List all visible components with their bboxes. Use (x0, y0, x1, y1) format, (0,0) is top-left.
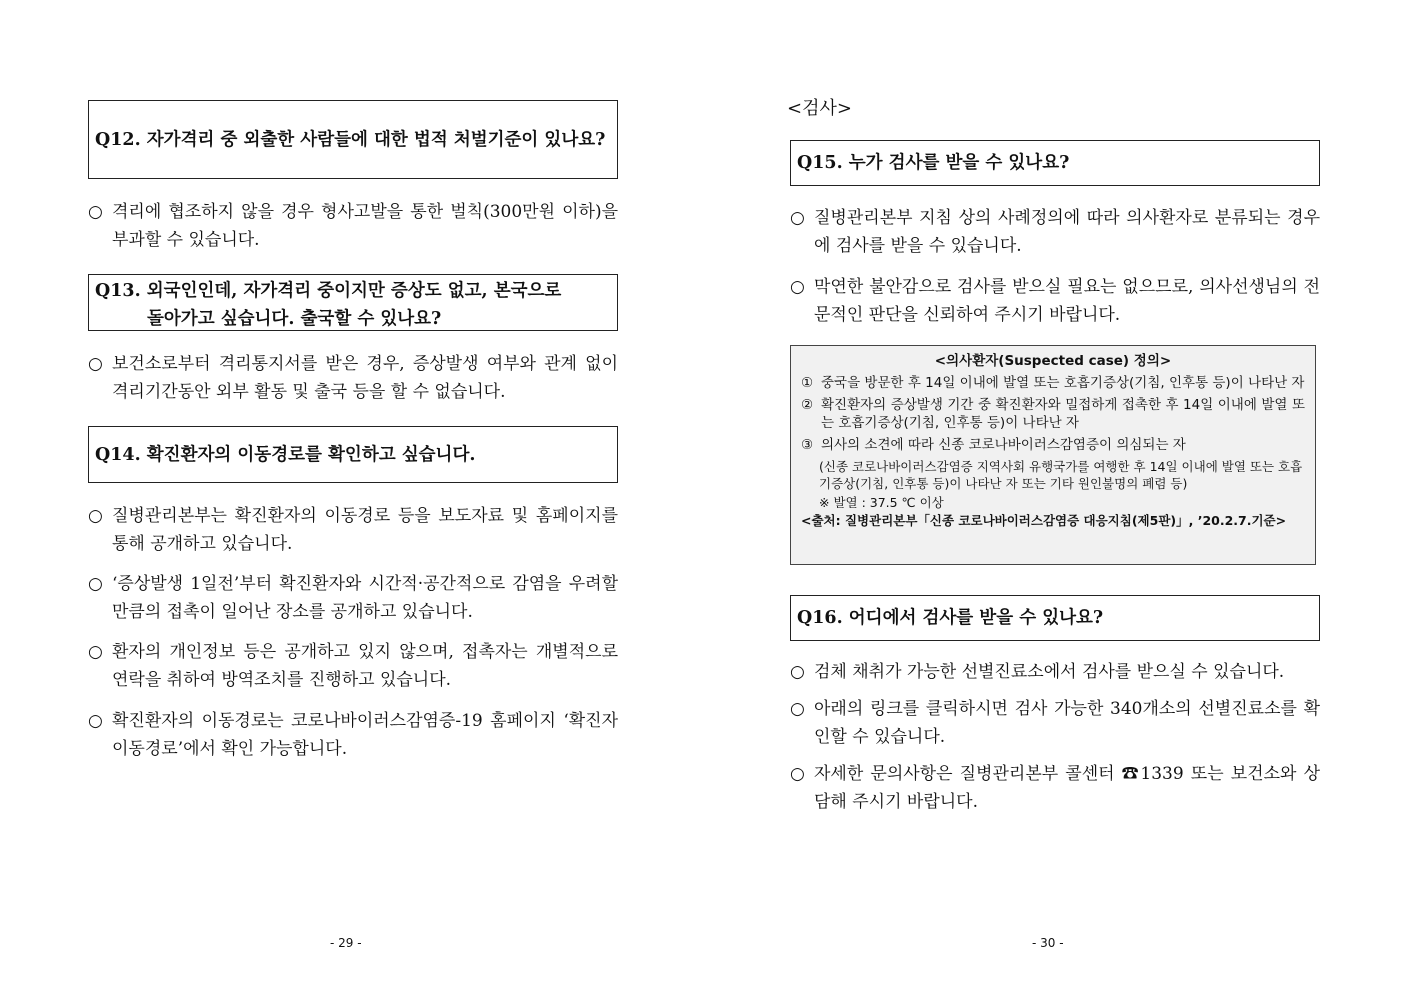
q15-answer-1 (790, 204, 1320, 260)
q16-answer-1 (790, 658, 1320, 686)
q13-title-line1: Q13. 외국인인데, 자가격리 중이지만 증상도 없고, 본국으로 (95, 281, 562, 301)
q14-answer-4 (88, 707, 618, 763)
item-number: ① (801, 375, 814, 391)
item-number: ③ (801, 437, 814, 453)
bullet: ○ (88, 642, 103, 662)
answer-text: ‘증상발생 1일전’부터 확진환자와 시간적·공간적으로 감염을 우려할 만큼의 접촉이 일어난 장소를 공개하고 있습니다. (112, 574, 618, 622)
q12-title: Q12. 자가격리 중 외출한 사람들에 대한 법적 처벌기준이 있나요? (95, 129, 606, 150)
bullet: ○ (88, 574, 103, 594)
answer-text: 아래의 링크를 클릭하시면 검사 가능한 340개소의 선별진료소를 확인할 수 있습니다. (814, 699, 1320, 747)
q14-box (88, 426, 618, 483)
answer-text: 확진환자의 이동경로는 코로나바이러스감염증-19 홈페이지 ‘확진자 이동경로’에서 확인 가능합니다. (112, 711, 618, 759)
q13-title-line2: 돌아가고 싶습니다. 출국할 수 있나요? (147, 309, 442, 329)
q16-answer-3 (790, 760, 1320, 816)
q14-answer-2 (88, 570, 618, 626)
q13-answer (88, 350, 618, 406)
definition-title: <의사환자(Suspected case) 정의> (934, 353, 1172, 369)
bullet: ○ (88, 506, 103, 526)
q16-answer-2 (790, 695, 1320, 751)
q16-box (790, 595, 1320, 641)
bullet: ○ (790, 764, 805, 784)
q16-title: Q16. 어디에서 검사를 받을 수 있나요? (797, 608, 1104, 628)
definition-item (801, 436, 1305, 454)
section-title: <검사> (787, 98, 852, 119)
q15-answer-2 (790, 273, 1320, 329)
fever-note: ※ 발열 : 37.5 ℃ 이상 (819, 495, 944, 510)
answer-text: 격리에 협조하지 않을 경우 형사고발을 통한 벌칙(300만원 이하)을 부과할 수 있습니다. (112, 202, 618, 250)
page-number-left: - 29 - (330, 936, 362, 950)
answer-text: 검체 채취가 가능한 선별진료소에서 검사를 받으실 수 있습니다. (814, 662, 1285, 682)
item-text: 의사의 소견에 따라 신종 코로나바이러스감염증이 의심되는 자 (821, 437, 1186, 453)
q12-answer (88, 198, 618, 254)
q14-title: Q14. 확진환자의 이동경로를 확인하고 싶습니다. (95, 444, 476, 465)
page-number-right: - 30 - (1032, 936, 1064, 950)
item-number: ② (801, 397, 814, 413)
suspected-case-definition-box (790, 345, 1316, 565)
bullet: ○ (790, 699, 805, 719)
q14-answer-1 (88, 502, 618, 558)
q15-title: Q15. 누가 검사를 받을 수 있나요? (797, 153, 1070, 173)
item-text: 중국을 방문한 후 14일 이내에 발열 또는 호흡기증상(기침, 인후통 등)이 나타난 자 (821, 375, 1305, 391)
q14-answer-3 (88, 638, 618, 694)
right-page (700, 0, 1403, 992)
bullet: ○ (88, 202, 103, 222)
answer-text: 보건소로부터 격리통지서를 받은 경우, 증상발생 여부와 관계 없이 격리기간동안 외부 활동 및 출국 등을 할 수 없습니다. (112, 354, 618, 402)
answer-text: 질병관리본부 지침 상의 사례정의에 따라 의사환자로 분류되는 경우에 검사를 받을 수 있습니다. (814, 208, 1320, 256)
bullet: ○ (88, 711, 103, 731)
bullet: ○ (790, 662, 805, 682)
item-text: 확진환자의 증상발생 기간 중 확진환자와 밀접하게 접촉한 후 14일 이내에 발열 또는 호흡기증상(기침, 인후통 등)이 나타난 자 (821, 397, 1305, 431)
definition-sub-note: (신종 코로나바이러스감염증 지역사회 유행국가를 여행한 후 14일 이내에 발열 또는 호흡기증상(기침, 인후통 등)이 나타난 자 또는 기타 원인불명의 폐렴 등) (819, 459, 1303, 491)
answer-text: 막연한 불안감으로 검사를 받으실 필요는 없으므로, 의사선생님의 전문적인 판단을 신뢰하여 주시기 바랍니다. (814, 277, 1320, 325)
definition-source: <출처: 질병관리본부「신종 코로나바이러스감염증 대응지침(제5판)」, ’20.2.7.기준> (801, 513, 1287, 528)
definition-item (801, 374, 1305, 392)
answer-text: 질병관리본부는 확진환자의 이동경로 등을 보도자료 및 홈페이지를 통해 공개하고 있습니다. (112, 506, 618, 554)
bullet: ○ (790, 277, 805, 297)
answer-text: 자세한 문의사항은 질병관리본부 콜센터 ☎1339 또는 보건소와 상담해 주시기 바랍니다. (814, 764, 1320, 812)
bullet: ○ (790, 208, 805, 228)
q15-box (790, 140, 1320, 186)
answer-text: 환자의 개인정보 등은 공개하고 있지 않으며, 접촉자는 개별적으로 연락을 취하여 방역조치를 진행하고 있습니다. (112, 642, 618, 690)
bullet: ○ (88, 354, 103, 374)
definition-item (801, 396, 1305, 432)
q13-box (88, 274, 618, 331)
q12-box (88, 100, 618, 179)
left-page (0, 0, 700, 992)
